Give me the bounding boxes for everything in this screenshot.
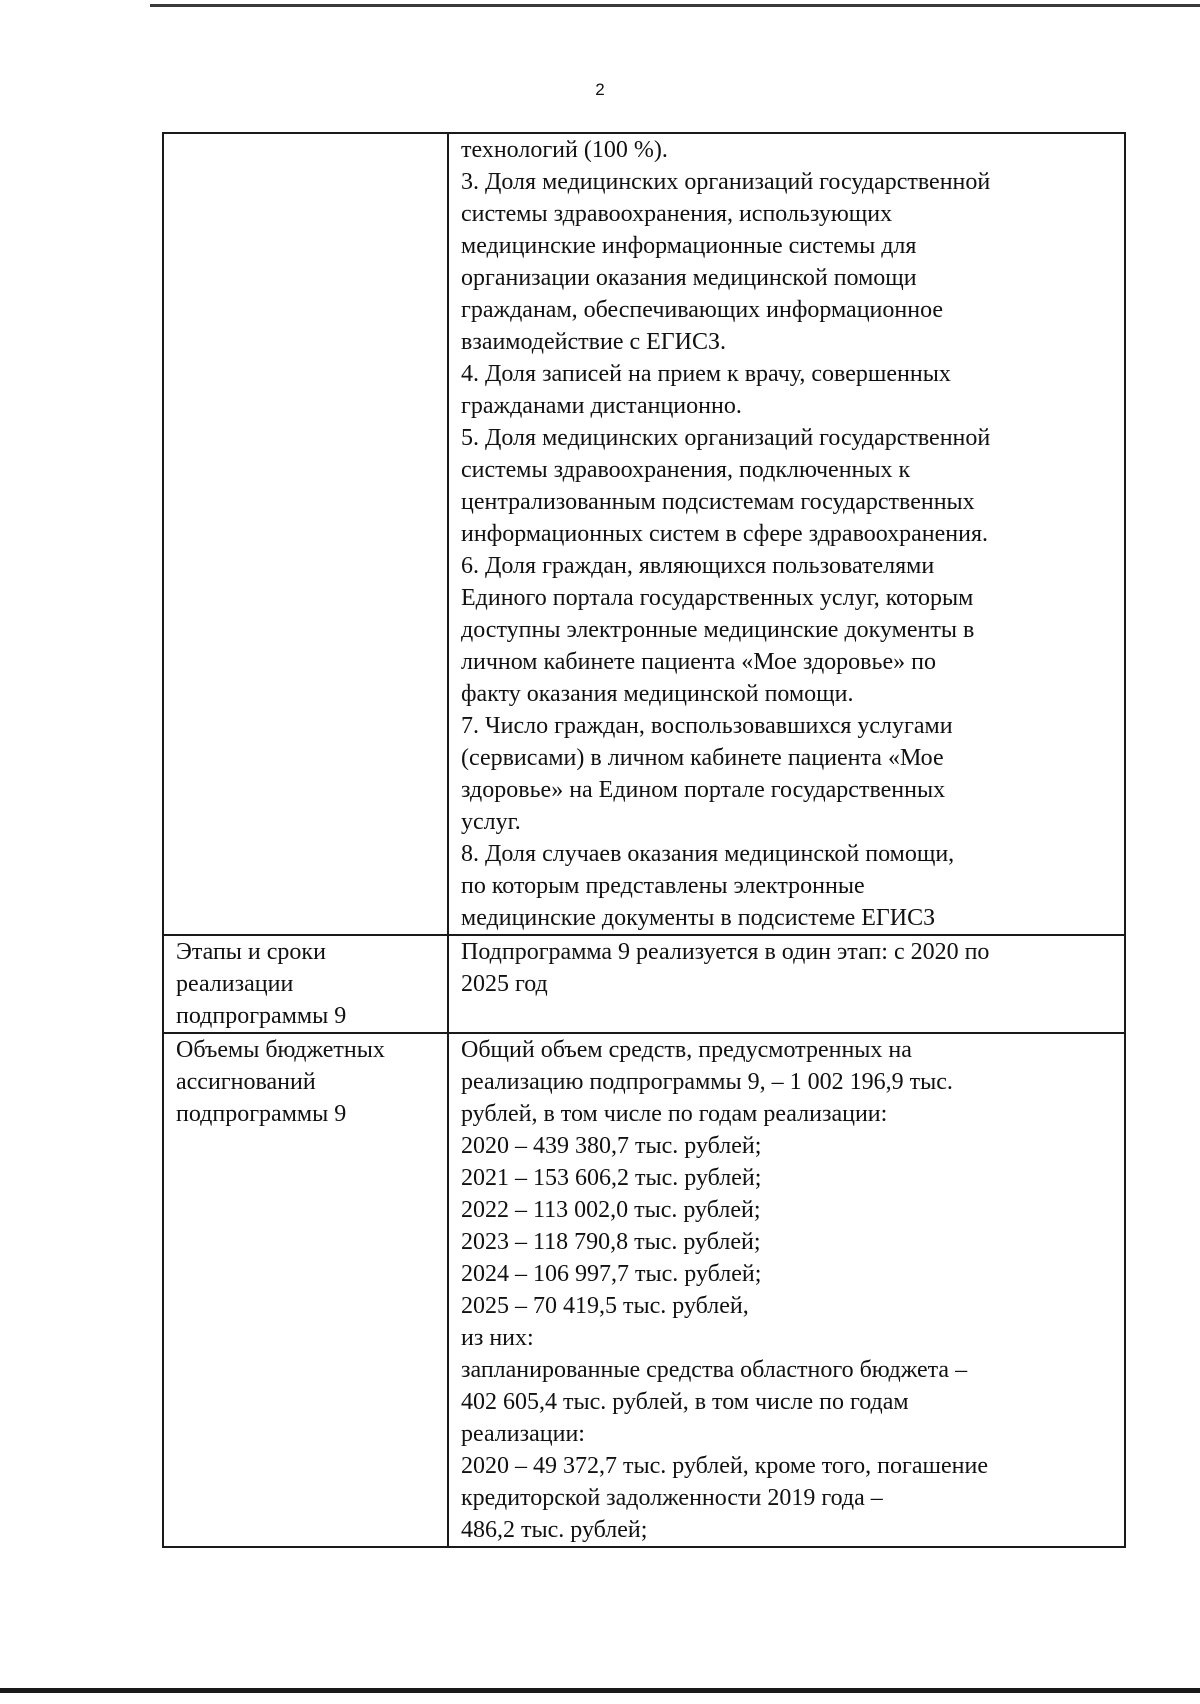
text-line: гражданам, обеспечивающих информационное	[461, 297, 944, 323]
page-number: 2	[595, 80, 605, 99]
text-line: 2020 – 49 372,7 тыс. рублей, кроме того, погашение	[461, 1453, 988, 1479]
text-line: реализацию подпрограммы 9, – 1 002 196,9 тыс.	[461, 1069, 953, 1095]
row-label-cell	[163, 1033, 448, 1547]
table-row-budget	[163, 1033, 1125, 1547]
row-label	[176, 936, 439, 1032]
row-label-cell	[163, 935, 448, 1033]
text-line: по которым представлены электронные	[461, 873, 865, 899]
row-label-cell	[163, 133, 448, 935]
text-line: системы здравоохранения, использующих	[461, 201, 893, 227]
text-line: Общий объем средств, предусмотренных на	[461, 1037, 912, 1063]
table-body	[163, 133, 1125, 1547]
text-line: 2023 – 118 790,8 тыс. рублей;	[461, 1229, 761, 1255]
table-row-indicators	[163, 133, 1125, 935]
text-line: технологий (100 %).	[461, 137, 668, 163]
text-line: рублей, в том числе по годам реализации:	[461, 1101, 888, 1127]
text-line: 402 605,4 тыс. рублей, в том числе по годам	[461, 1389, 909, 1415]
text-line: 4. Доля записей на прием к врачу, совершенных	[461, 361, 951, 387]
text-line: 2025 – 70 419,5 тыс. рублей,	[461, 1293, 749, 1319]
text-line: личном кабинете пациента «Мое здоровье» по	[461, 649, 936, 675]
text-line: 2024 – 106 997,7 тыс. рублей;	[461, 1261, 762, 1287]
text-line: системы здравоохранения, подключенных к	[461, 457, 911, 483]
table-row-stages	[163, 935, 1125, 1033]
text-line: 486,2 тыс. рублей;	[461, 1517, 648, 1543]
row-content-cell	[448, 1033, 1125, 1547]
text-line: 6. Доля граждан, являющихся пользователями	[461, 553, 935, 579]
text-line: услуг.	[461, 809, 521, 835]
row-label	[176, 1034, 439, 1130]
text-line: 2025 год	[461, 971, 548, 997]
text-line: здоровье» на Едином портале государственных	[461, 777, 946, 803]
text-line: Подпрограмма 9 реализуется в один этап: с 2020 по	[461, 939, 990, 965]
text-line: 7. Число граждан, воспользовавшихся услугами	[461, 713, 953, 739]
text-line: 2020 – 439 380,7 тыс. рублей;	[461, 1133, 762, 1159]
text-line: ассигнований	[176, 1069, 316, 1095]
budget-text	[461, 1034, 1116, 1546]
row-content-cell	[448, 133, 1125, 935]
text-line: 2021 – 153 606,2 тыс. рублей;	[461, 1165, 762, 1191]
text-line: реализации	[176, 971, 294, 997]
text-line: запланированные средства областного бюджета –	[461, 1357, 968, 1383]
text-line: факту оказания медицинской помощи.	[461, 681, 854, 707]
text-line: Единого портала государственных услуг, которым	[461, 585, 974, 611]
subprogram-passport-table	[162, 132, 1126, 1548]
text-line: 2022 – 113 002,0 тыс. рублей;	[461, 1197, 761, 1223]
text-line: взаимодействие с ЕГИСЗ.	[461, 329, 727, 355]
scan-top-edge-line	[150, 4, 1200, 7]
text-line: медицинские информационные системы для	[461, 233, 917, 259]
stages-text	[461, 936, 1116, 1000]
text-line: реализации:	[461, 1421, 585, 1447]
text-line: организации оказания медицинской помощи	[461, 265, 917, 291]
text-line: подпрограммы 9	[176, 1101, 347, 1127]
text-line: подпрограммы 9	[176, 1003, 347, 1029]
text-line: информационных систем в сфере здравоохранения.	[461, 521, 989, 547]
text-line: гражданами дистанционно.	[461, 393, 742, 419]
text-line: (сервисами) в личном кабинете пациента «Мое	[461, 745, 944, 771]
text-line: Объемы бюджетных	[176, 1037, 385, 1063]
indicators-list	[461, 134, 1116, 934]
text-line: медицинские документы в подсистеме ЕГИСЗ	[461, 905, 936, 931]
text-line: Этапы и сроки	[176, 939, 326, 965]
text-line: 8. Доля случаев оказания медицинской помощи,	[461, 841, 955, 867]
text-line: из них:	[461, 1325, 534, 1351]
text-line: централизованным подсистемам государственных	[461, 489, 975, 515]
text-line: доступны электронные медицинские документы в	[461, 617, 975, 643]
text-line: 5. Доля медицинских организаций государственной	[461, 425, 991, 451]
scan-bottom-edge-line	[0, 1688, 1200, 1693]
row-content-cell	[448, 935, 1125, 1033]
text-line: 3. Доля медицинских организаций государственной	[461, 169, 991, 195]
text-line: кредиторской задолженности 2019 года –	[461, 1485, 883, 1511]
